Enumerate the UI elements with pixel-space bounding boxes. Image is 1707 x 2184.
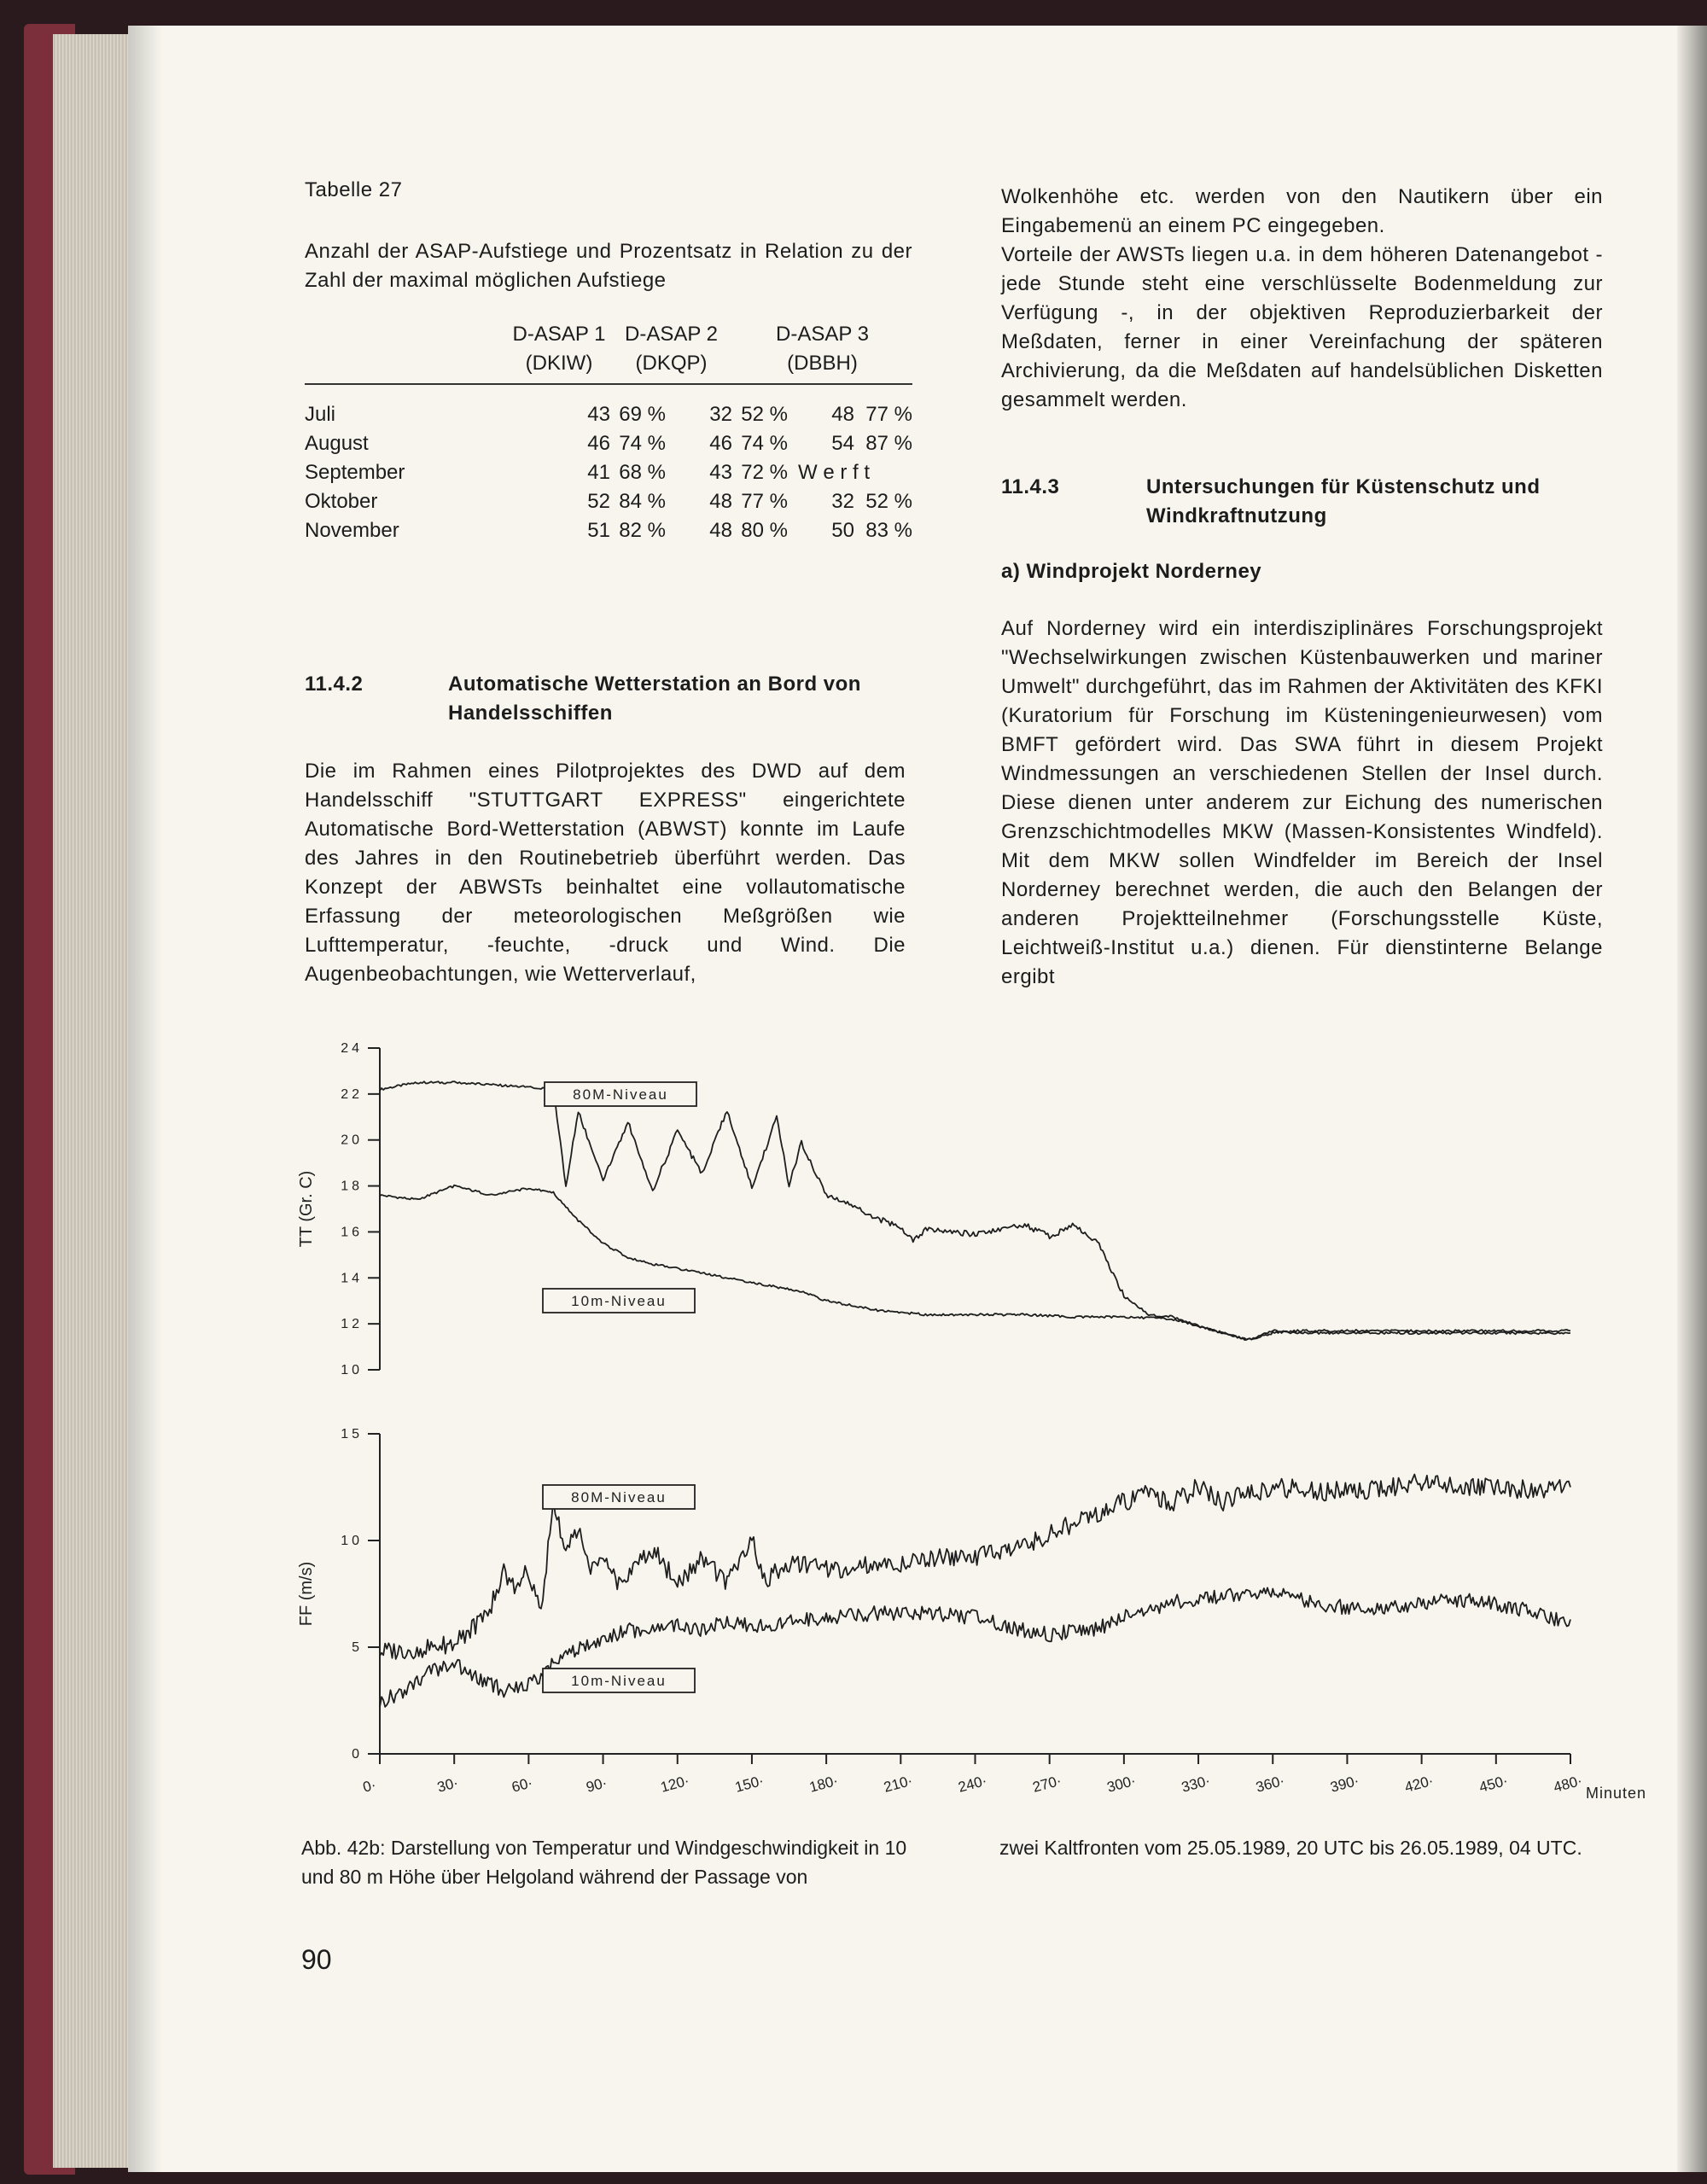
series-line-10m xyxy=(380,1185,1570,1340)
x-tick-label: 90· xyxy=(584,1774,609,1796)
row-month: November xyxy=(305,519,399,542)
x-tick-label: 240· xyxy=(956,1772,989,1796)
x-tick-label: 180· xyxy=(807,1772,841,1796)
cell-count: 43 xyxy=(709,461,732,484)
cell-count: 54 xyxy=(831,432,854,455)
table-row xyxy=(305,516,912,545)
y-tick-label: 0 xyxy=(352,1747,363,1762)
x-tick-label: 30· xyxy=(435,1774,460,1796)
y-tick-label: 12 xyxy=(341,1317,363,1332)
y-tick-label: 5 xyxy=(352,1640,363,1655)
page-right-edge xyxy=(1677,26,1707,2172)
section-title-11-4-3: Untersuchungen für Küstenschutz und Windkraftnutzung xyxy=(1146,475,1541,527)
y-tick-label: 18 xyxy=(341,1179,363,1194)
x-tick-label: 120· xyxy=(658,1772,691,1796)
x-tick-label: 420· xyxy=(1402,1772,1436,1796)
table-caption: Anzahl der ASAP-Aufstiege und Prozentsatz in Relation zu der Zahl der maximal möglichen Aufstiege xyxy=(305,240,912,292)
cell-percent: 69 % xyxy=(619,403,666,426)
cell-percent: 52 % xyxy=(741,403,788,426)
row-month: September xyxy=(305,461,405,484)
section-body-11-4-2: Die im Rahmen eines Pilotprojektes des DWD auf dem Handelsschiff "STUTTGART EXPRESS" eingerichtete Automatische Bord-Wetterstation (ABWST) konnte im Laufe des Jahres in den Routinebetrieb überführt werden. Das Konzept der ABWSTs beinhaltet eine vollautomatische Erfassung der meteorologischen Meßgrößen wie Lufttemperatur, -feuchte, -druck und Wind. Die Augenbeobachtungen, wie Wetterverlauf, xyxy=(305,760,906,986)
cell-count: 48 xyxy=(709,490,732,513)
cell-count: 48 xyxy=(831,403,854,426)
x-tick-label: 0· xyxy=(361,1776,378,1796)
figure-charts xyxy=(290,1033,1647,1818)
cell-percent: 84 % xyxy=(619,490,666,513)
x-tick-label: 330· xyxy=(1180,1772,1212,1796)
subsection-heading: a) Windprojekt Norderney xyxy=(1001,560,1262,583)
cell-percent: 74 % xyxy=(619,432,666,455)
cell-count: 52 xyxy=(587,490,610,513)
y-tick-label: 24 xyxy=(341,1041,363,1056)
table-row xyxy=(305,487,912,516)
table-row xyxy=(305,384,912,429)
cell-percent: 72 % xyxy=(741,461,788,484)
continuation-text: Wolkenhöhe etc. werden von den Nautikern über ein Eingabemenü an einem PC eingegeben. xyxy=(1001,185,1603,237)
cell-count: 32 xyxy=(709,403,732,426)
y-tick-label: 16 xyxy=(341,1225,363,1240)
advantages-paragraph: Vorteile der AWSTs liegen u.a. in dem höheren Datenangebot - jede Stunde steht eine verschlüsselte Bodenmeldung zur Verfügung -, in der objektiven Reproduzierbarkeit der Meßdaten, ferner in einer Vereinfachung der späteren Archivierung, da die Meßdaten auf handelsüblichen Disketten gesammelt werden. xyxy=(1001,243,1603,411)
cell-percent: 77 % xyxy=(741,490,788,513)
header-asap1: D-ASAP 1 xyxy=(512,323,606,346)
x-tick-label: 60· xyxy=(510,1774,535,1796)
x-tick-label: 390· xyxy=(1328,1772,1361,1796)
cell-count: 51 xyxy=(587,519,610,542)
header-asap3-code: (DBBH) xyxy=(732,349,912,384)
table-label: Tabelle 27 xyxy=(305,178,403,201)
cell-count: 46 xyxy=(587,432,610,455)
figure-caption: Abb. 42b: Darstellung von Temperatur und Windgeschwindigkeit in 10 und 80 m Höhe über Helgoland während der Passage von xyxy=(301,1837,907,1888)
cell-count: 50 xyxy=(831,519,854,542)
x-tick-label: 270· xyxy=(1030,1772,1063,1796)
cell-count: 46 xyxy=(709,432,732,455)
legend-label: 80M-Niveau xyxy=(573,1086,668,1103)
y-axis-label: FF (m/s) xyxy=(297,1561,316,1627)
section-number-11-4-3: 11.4.3 xyxy=(1001,475,1060,498)
y-tick-label: 20 xyxy=(341,1133,363,1148)
cell-percent: 74 % xyxy=(741,432,788,455)
legend-label: 80M-Niveau xyxy=(571,1489,667,1506)
x-tick-label: 450· xyxy=(1477,1772,1510,1796)
cell-percent: 52 % xyxy=(865,490,912,513)
legend-label: 10m-Niveau xyxy=(571,1293,667,1309)
temperature-chart xyxy=(297,1041,1570,1377)
table-row xyxy=(305,429,912,458)
wind-speed-chart xyxy=(297,1427,1646,1802)
cell-percent: 83 % xyxy=(865,519,912,542)
legend-label: 10m-Niveau xyxy=(571,1673,667,1689)
table-row xyxy=(305,458,912,487)
x-tick-label: 360· xyxy=(1254,1772,1287,1796)
header-asap1-code: (DKIW) xyxy=(508,349,610,384)
section-body-11-4-3: Auf Norderney wird ein interdisziplinäres Forschungsprojekt "Wechselwirkungen zwischen Küstenbauwerken und mariner Umwelt" durchgeführt, das im Rahmen der Aktivitäten des KFKI (Kuratorium für Forschung im Küsteningenieurwesen) vom BMFT gefördert wird. Das SWA führt in diesem Projekt Windmessungen an verschiedenen Stellen der Insel durch. Diese dienen unter anderem zur Eichung des numerischen Grenzschichtmodelles MKW (Massen-Konsistentes Windfeld). Mit dem MKW sollen Windfelder im Bereich der Insel Norderney berechnet werden, die auch den Belangen der anderen Projektteilnehmer (Forschungsstelle Küste, Leichtweiß-Institut u.a.) dienen. Für dienstinterne Belange ergibt xyxy=(1001,617,1603,988)
x-tick-label: 300· xyxy=(1104,1772,1138,1796)
cell-percent: 68 % xyxy=(619,461,666,484)
y-tick-label: 15 xyxy=(341,1427,363,1441)
row-month: Oktober xyxy=(305,490,378,513)
cell-count: 32 xyxy=(831,490,854,513)
cell-count: 43 xyxy=(587,403,610,426)
cell-percent: 77 % xyxy=(865,403,912,426)
header-asap2-code: (DKQP) xyxy=(610,349,732,384)
cell-count: 41 xyxy=(587,461,610,484)
row-month: August xyxy=(305,432,369,455)
header-asap3: D-ASAP 3 xyxy=(776,323,869,346)
cell-werft: W e r f t xyxy=(798,461,870,484)
y-tick-label: 10 xyxy=(341,1534,363,1548)
x-tick-label: 150· xyxy=(733,1772,766,1796)
cell-percent: 87 % xyxy=(865,432,912,455)
cell-percent: 82 % xyxy=(619,519,666,542)
x-tick-label: 210· xyxy=(882,1772,915,1796)
x-tick-label: 480· xyxy=(1552,1772,1584,1796)
gutter-shadow xyxy=(128,26,162,2172)
section-number-11-4-2: 11.4.2 xyxy=(305,673,364,696)
header-asap2: D-ASAP 2 xyxy=(625,323,718,346)
cell-count: 48 xyxy=(709,519,732,542)
y-tick-label: 14 xyxy=(341,1271,363,1286)
page-number: 90 xyxy=(301,1944,332,1975)
section-title-11-4-2: Automatische Wetterstation an Bord von Handelsschiffen xyxy=(448,673,861,725)
y-axis-label: TT (Gr. C) xyxy=(297,1170,316,1248)
x-axis-label: Minuten xyxy=(1586,1785,1647,1802)
figure-caption-continued: zwei Kaltfronten vom 25.05.1989, 20 UTC bis 26.05.1989, 04 UTC. xyxy=(999,1837,1582,1859)
cell-percent: 80 % xyxy=(741,519,788,542)
row-month: Juli xyxy=(305,403,336,426)
asap-table xyxy=(305,320,912,545)
y-tick-label: 22 xyxy=(341,1086,363,1102)
y-tick-label: 10 xyxy=(341,1363,363,1377)
